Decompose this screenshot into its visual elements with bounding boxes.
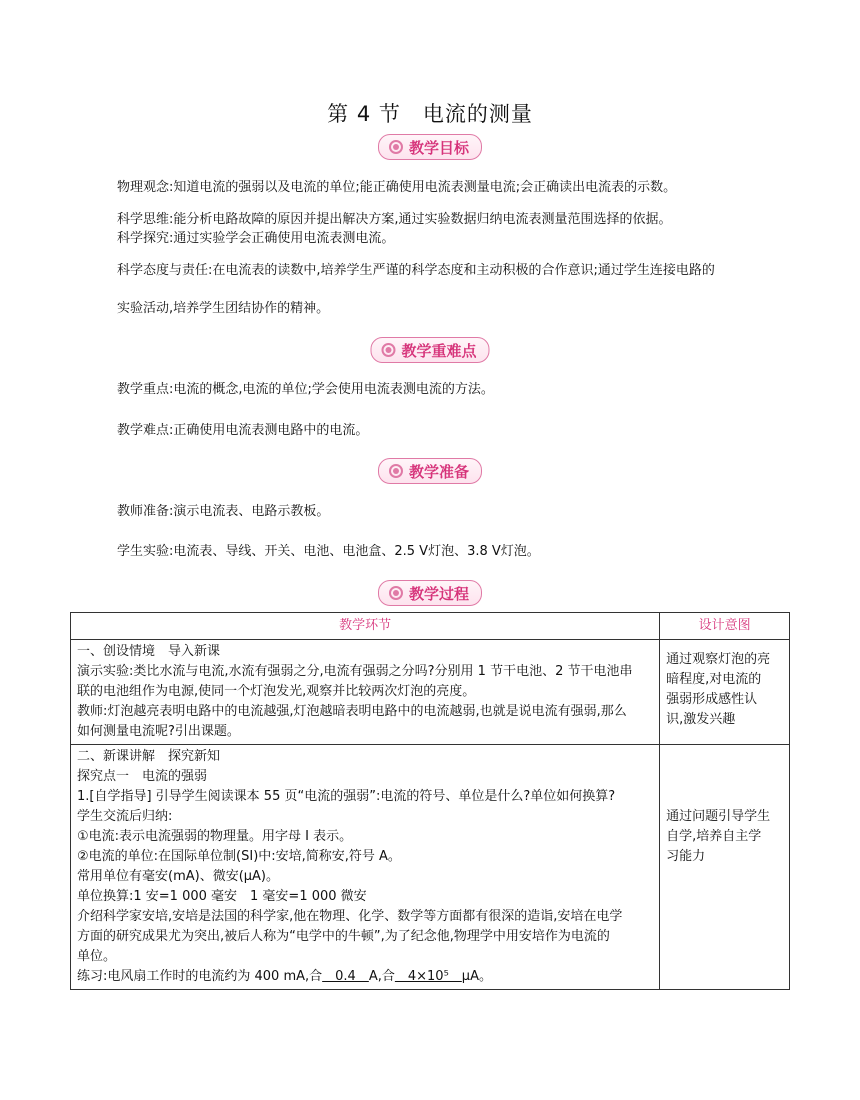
goal-line: 科学态度与责任:在电流表的读数中,培养学生严谨的科学态度和主动积极的合作意识;通过学生连接电路的 (117, 263, 715, 278)
goal-line: 科学思维:能分析电路故障的原因并提出解决方案,通过实验数据归纳电流表测量范围选择的依据。 (117, 212, 672, 227)
exercise-suffix: μA。 (461, 969, 492, 984)
stage-line: 探究点一 电流的强弱 (77, 769, 208, 784)
exercise-answer-microamps: 4×10⁵ (394, 969, 462, 984)
intent-line: 习能力 (666, 849, 706, 864)
page-title: 第 4 节 电流的测量 (327, 102, 533, 126)
stage-line: 如何测量电流呢?引出课题。 (77, 724, 240, 739)
exercise-prefix: 练习:电风扇工作时的电流约为 400 mA,合 (77, 969, 323, 984)
process-table (70, 612, 790, 990)
stage-line: 一、创设情境 导入新课 (77, 644, 221, 659)
stage-line: 介绍科学家安培,安培是法国的科学家,他在物理、化学、数学等方面都有很深的造诣,安培在电学 (77, 909, 623, 924)
section-label: 教学过程 (408, 584, 470, 603)
lotus-icon (389, 464, 403, 478)
stage-line: ①电流:表示电流强弱的物理量。用字母 I 表示。 (77, 829, 353, 844)
stage-line: 联的电池组作为电源,使同一个灯泡发光,观察并比较两次灯泡的亮度。 (77, 684, 476, 699)
section-badge-goals (378, 134, 482, 160)
stage-cell (71, 640, 660, 745)
intent-cell (660, 640, 790, 745)
section-badge-key-points (370, 337, 489, 363)
exercise-answer-amps: 0.4 (322, 969, 369, 984)
intent-line: 通过问题引导学生 (666, 809, 771, 824)
table-row (71, 745, 790, 990)
stage-line: 单位。 (77, 949, 117, 964)
goal-line: 实验活动,培养学生团结协作的精神。 (117, 301, 330, 316)
preparation-line: 学生实验:电流表、导线、开关、电池、电池盒、2.5 V灯泡、3.8 V灯泡。 (117, 544, 540, 559)
exercise-line (77, 967, 653, 987)
intent-line: 强弱形成感性认 (666, 692, 758, 707)
stage-line: 常用单位有毫安(mA)、微安(μA)。 (77, 869, 280, 884)
exercise-mid: A,合 (368, 969, 395, 984)
stage-cell (71, 745, 660, 990)
lotus-icon (389, 586, 403, 600)
goal-line: 科学探究:通过实验学会正确使用电流表测电流。 (117, 231, 395, 246)
intent-line: 暗程度,对电流的 (666, 672, 762, 687)
section-badge-preparation (378, 458, 482, 484)
stage-line: 学生交流后归纳: (77, 809, 173, 824)
stage-line: 1.[自学指导] 引导学生阅读课本 55 页“电流的强弱”:电流的符号、单位是什么?单位如何换算? (77, 789, 616, 804)
header-teaching-stage: 教学环节 (71, 613, 660, 640)
intent-line: 通过观察灯泡的亮 (666, 652, 771, 667)
key-point-line: 教学难点:正确使用电流表测电路中的电流。 (117, 423, 369, 438)
section-label: 教学重难点 (401, 341, 477, 360)
intent-cell (660, 745, 790, 990)
goal-line: 物理观念:知道电流的强弱以及电流的单位;能正确使用电流表测量电流;会正确读出电流表的示数。 (117, 180, 677, 195)
lotus-icon (381, 343, 395, 357)
stage-line: 教师:灯泡越亮表明电路中的电流越强,灯泡越暗表明电路中的电流越弱,也就是说电流有强弱,那么 (77, 704, 627, 719)
stage-line: 二、新课讲解 探究新知 (77, 749, 221, 764)
lotus-icon (389, 140, 403, 154)
stage-line: 演示实验:类比水流与电流,水流有强弱之分,电流有强弱之分吗?分别用 1 节干电池、2 节干电池串 (77, 664, 633, 679)
section-label: 教学目标 (408, 138, 470, 157)
table-header-row (71, 613, 790, 640)
stage-line: ②电流的单位:在国际单位制(SI)中:安培,简称安,符号 A。 (77, 849, 401, 864)
key-point-line: 教学重点:电流的概念,电流的单位;学会使用电流表测电流的方法。 (117, 382, 494, 397)
preparation-line: 教师准备:演示电流表、电路示教板。 (117, 504, 330, 519)
section-label: 教学准备 (408, 462, 470, 481)
intent-line: 自学,培养自主学 (666, 829, 762, 844)
stage-line: 方面的研究成果尤为突出,被后人称为“电学中的牛顿”,为了纪念他,物理学中用安培作为电流的 (77, 929, 610, 944)
intent-line: 识,激发兴趣 (666, 712, 736, 727)
table-row (71, 640, 790, 745)
section-badge-process (378, 580, 482, 606)
header-design-intent: 设计意图 (660, 613, 790, 640)
stage-line: 单位换算:1 安=1 000 毫安 1 毫安=1 000 微安 (77, 889, 367, 904)
